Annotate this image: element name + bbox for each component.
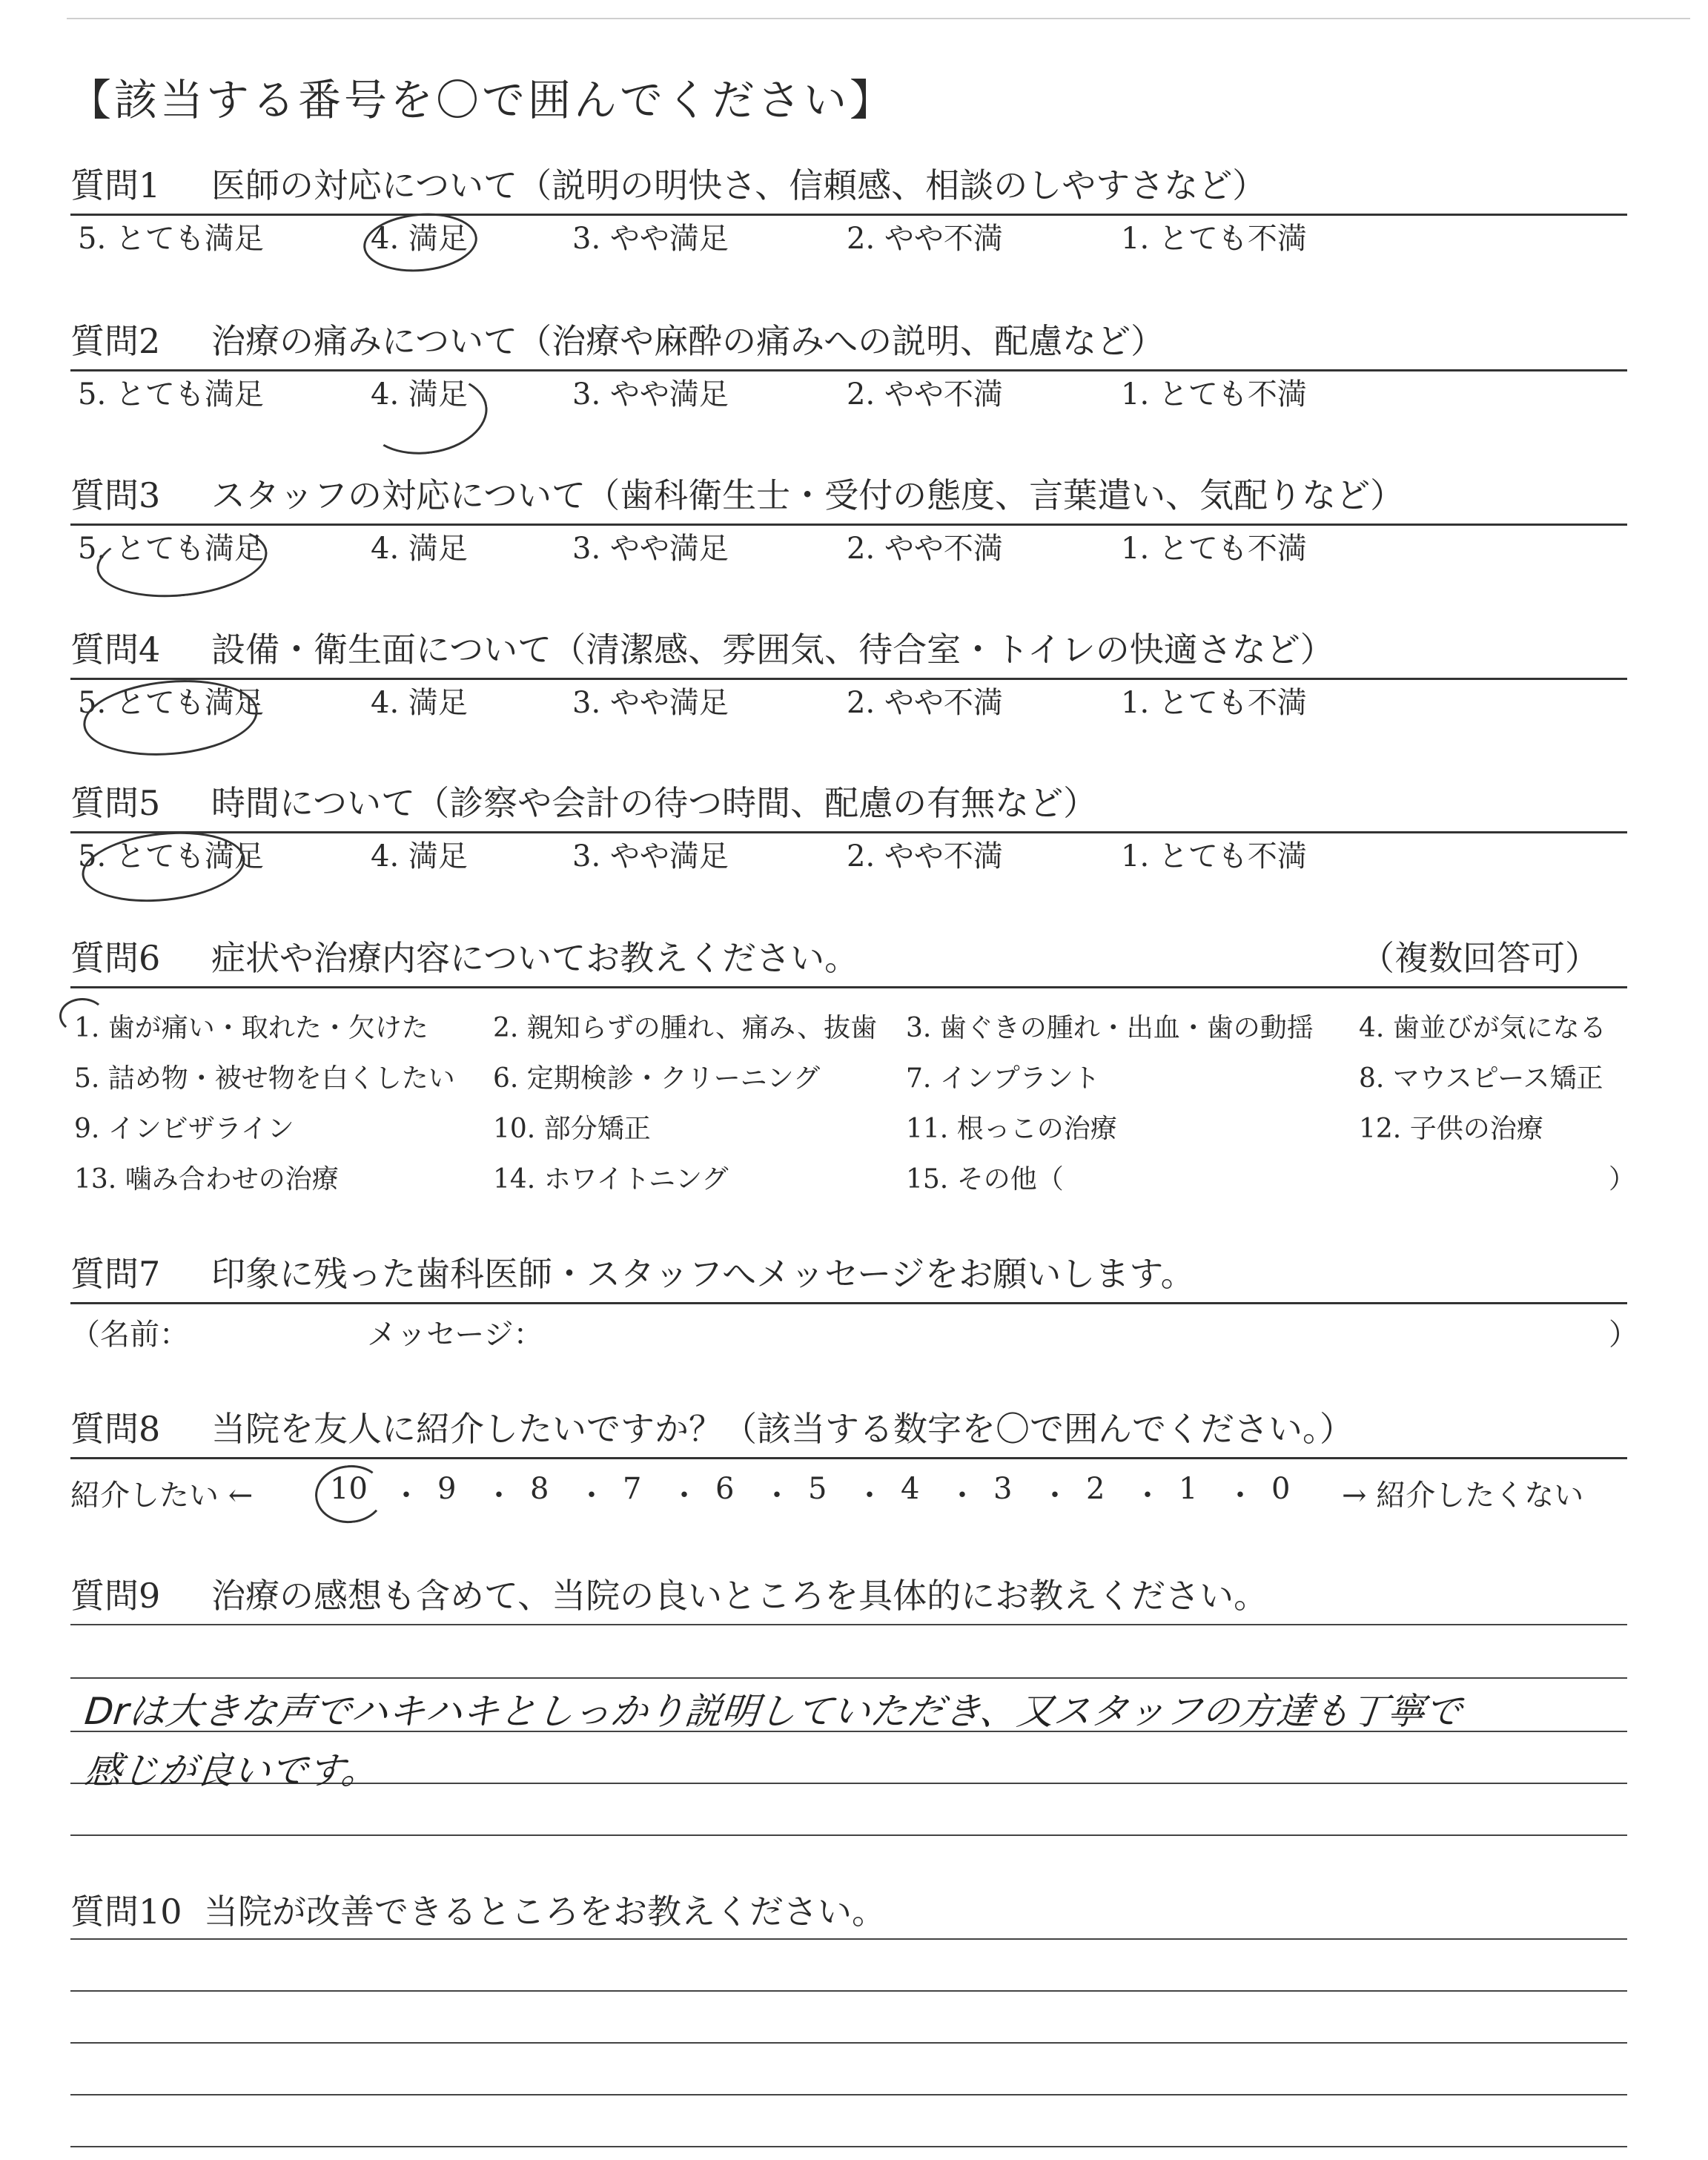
option-5[interactable]: 5. とても満足 — [78, 377, 264, 412]
scale-option-6[interactable]: 6 — [715, 1472, 735, 1506]
recommend-scale — [70, 1472, 1627, 1513]
message-close-paren: ） — [1609, 1318, 1638, 1352]
divider — [70, 214, 1627, 216]
answer-line — [70, 1990, 1627, 1992]
option-4[interactable]: 4. 満足 — [371, 532, 468, 566]
option-5[interactable]: 5. とても満足 — [78, 532, 264, 566]
scale-separator: ・ — [1133, 1479, 1162, 1513]
option-3[interactable]: 3. やや満足 — [572, 686, 729, 720]
option-5[interactable]: 5. とても満足 — [78, 686, 264, 720]
divider — [70, 369, 1627, 371]
symptom-option[interactable]: 2. 親知らずの腫れ、痛み、抜歯 — [493, 1013, 878, 1043]
scale-separator: ・ — [855, 1479, 884, 1513]
scale-separator: ・ — [1225, 1479, 1255, 1513]
option-4[interactable]: 4. 満足 — [371, 839, 468, 873]
message-fields — [70, 1311, 1638, 1353]
answer-line — [70, 1938, 1627, 1940]
option-1[interactable]: 1. とても不満 — [1121, 686, 1307, 720]
answer-line — [70, 1624, 1627, 1625]
divider — [70, 678, 1627, 680]
option-3[interactable]: 3. やや満足 — [572, 222, 729, 256]
question-number: 質問2 — [70, 321, 161, 361]
question-7 — [70, 1252, 1627, 1296]
question-1 — [70, 163, 1627, 256]
scale-separator: ・ — [669, 1479, 699, 1513]
question-text: 治療の感想も含めて、当院の良いところを具体的にお教えください。 — [211, 1576, 1268, 1616]
option-1[interactable]: 1. とても不満 — [1121, 222, 1307, 256]
question-text: 時間について（診察や会計の待つ時間、配慮の有無など） — [211, 783, 1098, 823]
answer-line — [70, 2094, 1627, 2095]
question-9 — [70, 1573, 1627, 1618]
symptom-option[interactable]: 7. インプラント — [906, 1063, 1100, 1094]
symptom-option[interactable]: 12. 子供の治療 — [1359, 1114, 1543, 1144]
rating-options — [70, 371, 1627, 412]
message-label: メッセージ： — [367, 1318, 543, 1352]
scale-option-2[interactable]: 2 — [1086, 1472, 1105, 1506]
option-2[interactable]: 2. やや不満 — [847, 222, 1003, 256]
question-number: 質問1 — [70, 165, 161, 205]
question-text: 症状や治療内容についてお教えください。 — [211, 938, 859, 978]
option-4[interactable]: 4. 満足 — [371, 377, 468, 412]
divider — [70, 1302, 1627, 1304]
question-8 — [70, 1407, 1627, 1451]
option-1[interactable]: 1. とても不満 — [1121, 839, 1307, 873]
symptom-option[interactable]: 15. その他（ — [906, 1164, 1064, 1195]
option-4[interactable]: 4. 満足 — [371, 222, 468, 256]
scale-option-10[interactable]: 10 — [330, 1472, 368, 1506]
scale-option-4[interactable]: 4 — [901, 1472, 920, 1506]
other-close-paren: ） — [1609, 1164, 1636, 1195]
question-4 — [70, 627, 1627, 720]
option-2[interactable]: 2. やや不満 — [847, 532, 1003, 566]
option-1[interactable]: 1. とても不満 — [1121, 532, 1307, 566]
question-number: 質問6 — [70, 938, 161, 978]
scale-option-0[interactable]: 0 — [1271, 1472, 1291, 1506]
selection-circle — [59, 998, 105, 1034]
option-1[interactable]: 1. とても不満 — [1121, 377, 1307, 412]
scale-left-label: 紹介したい ← — [70, 1479, 254, 1513]
question-number: 質問10 — [70, 1892, 182, 1932]
symptom-option[interactable]: 9. インビザライン — [74, 1114, 294, 1144]
symptom-option[interactable]: 14. ホワイトニング — [493, 1164, 729, 1195]
option-2[interactable]: 2. やや不満 — [847, 686, 1003, 720]
question-text: 治療の痛みについて（治療や麻酔の痛みへの説明、配慮など） — [211, 321, 1165, 361]
symptom-option[interactable]: 5. 詰め物・被せ物を白くしたい — [74, 1063, 455, 1094]
question-10 — [70, 1889, 1627, 1934]
question-text: 印象に残った歯科医師・スタッフへメッセージをお願いします。 — [211, 1254, 1195, 1294]
scale-separator: ・ — [484, 1479, 514, 1513]
question-6 — [70, 936, 1627, 980]
scale-separator: ・ — [1040, 1479, 1070, 1513]
scale-option-5[interactable]: 5 — [808, 1472, 827, 1506]
symptom-option[interactable]: 1. 歯が痛い・取れた・欠けた — [74, 1013, 428, 1043]
symptom-option[interactable]: 13. 噛み合わせの治療 — [74, 1164, 339, 1195]
rating-options — [70, 215, 1627, 257]
divider — [70, 524, 1627, 526]
handwritten-answer-line-2: 感じが良いです。 — [82, 1749, 381, 1792]
option-5[interactable]: 5. とても満足 — [78, 839, 264, 873]
option-3[interactable]: 3. やや満足 — [572, 532, 729, 566]
question-number: 質問5 — [70, 783, 161, 823]
scale-option-1[interactable]: 1 — [1179, 1472, 1198, 1506]
symptom-option[interactable]: 8. マウスピース矯正 — [1359, 1063, 1603, 1094]
scale-separator: ・ — [762, 1479, 792, 1513]
question-2 — [70, 319, 1627, 412]
scale-separator: ・ — [947, 1479, 977, 1513]
symptom-option[interactable]: 10. 部分矯正 — [493, 1114, 651, 1144]
symptom-option[interactable]: 3. 歯ぐきの腫れ・出血・歯の動揺 — [906, 1013, 1314, 1043]
symptom-option[interactable]: 4. 歯並びが気になる — [1359, 1013, 1606, 1043]
name-label: （名前： — [70, 1318, 189, 1352]
top-border — [67, 18, 1690, 19]
question-number: 質問8 — [70, 1409, 161, 1449]
multiple-answers-note: （複数回答可） — [1360, 938, 1599, 978]
option-4[interactable]: 4. 満足 — [371, 686, 468, 720]
question-text: スタッフの対応について（歯科衛生士・受付の態度、言葉遣い、気配りなど） — [211, 475, 1405, 515]
option-3[interactable]: 3. やや満足 — [572, 377, 729, 412]
option-5[interactable]: 5. とても満足 — [78, 222, 264, 256]
scale-right-label: → 紹介したくない — [1342, 1479, 1584, 1513]
question-3 — [70, 473, 1627, 566]
question-number: 質問7 — [70, 1254, 161, 1294]
symptom-option[interactable]: 11. 根っこの治療 — [906, 1114, 1117, 1144]
divider — [70, 986, 1627, 988]
page-title: 【該当する番号を〇で囲んでください】 — [68, 75, 896, 125]
divider — [70, 831, 1627, 833]
scale-separator: ・ — [577, 1479, 606, 1513]
symptom-option[interactable]: 6. 定期検診・クリーニング — [493, 1063, 821, 1094]
handwritten-answer-line-1: Drは大きな声でハキハキとしっかり説明していただき、又スタッフの方達も丁寧で — [82, 1690, 1464, 1733]
answer-line — [70, 2042, 1627, 2044]
question-text: 当院が改善できるところをお教えください。 — [204, 1892, 886, 1932]
rating-options — [70, 679, 1627, 721]
scale-option-7[interactable]: 7 — [623, 1472, 642, 1506]
question-5 — [70, 781, 1627, 873]
scale-option-9[interactable]: 9 — [437, 1472, 457, 1506]
scale-option-8[interactable]: 8 — [530, 1472, 549, 1506]
scale-option-3[interactable]: 3 — [993, 1472, 1013, 1506]
option-3[interactable]: 3. やや満足 — [572, 839, 729, 873]
option-2[interactable]: 2. やや不満 — [847, 377, 1003, 412]
question-number: 質問3 — [70, 475, 161, 515]
question-text: 医師の対応について（説明の明快さ、信頼感、相談のしやすさなど） — [211, 165, 1267, 205]
rating-options — [70, 525, 1627, 567]
answer-line — [70, 1677, 1627, 1679]
question-text: 設備・衛生面について（清潔感、雰囲気、待合室・トイレの快適さなど） — [211, 630, 1334, 670]
answer-line — [70, 2146, 1627, 2147]
option-2[interactable]: 2. やや不満 — [847, 839, 1003, 873]
question-text: 当院を友人に紹介したいですか？（該当する数字を〇で囲んでください。） — [211, 1409, 1354, 1449]
divider — [70, 1457, 1627, 1459]
question-number: 質問4 — [70, 630, 161, 670]
question-number: 質問9 — [70, 1576, 161, 1616]
scale-separator: ・ — [391, 1479, 421, 1513]
answer-line — [70, 1834, 1627, 1836]
rating-options — [70, 833, 1627, 874]
